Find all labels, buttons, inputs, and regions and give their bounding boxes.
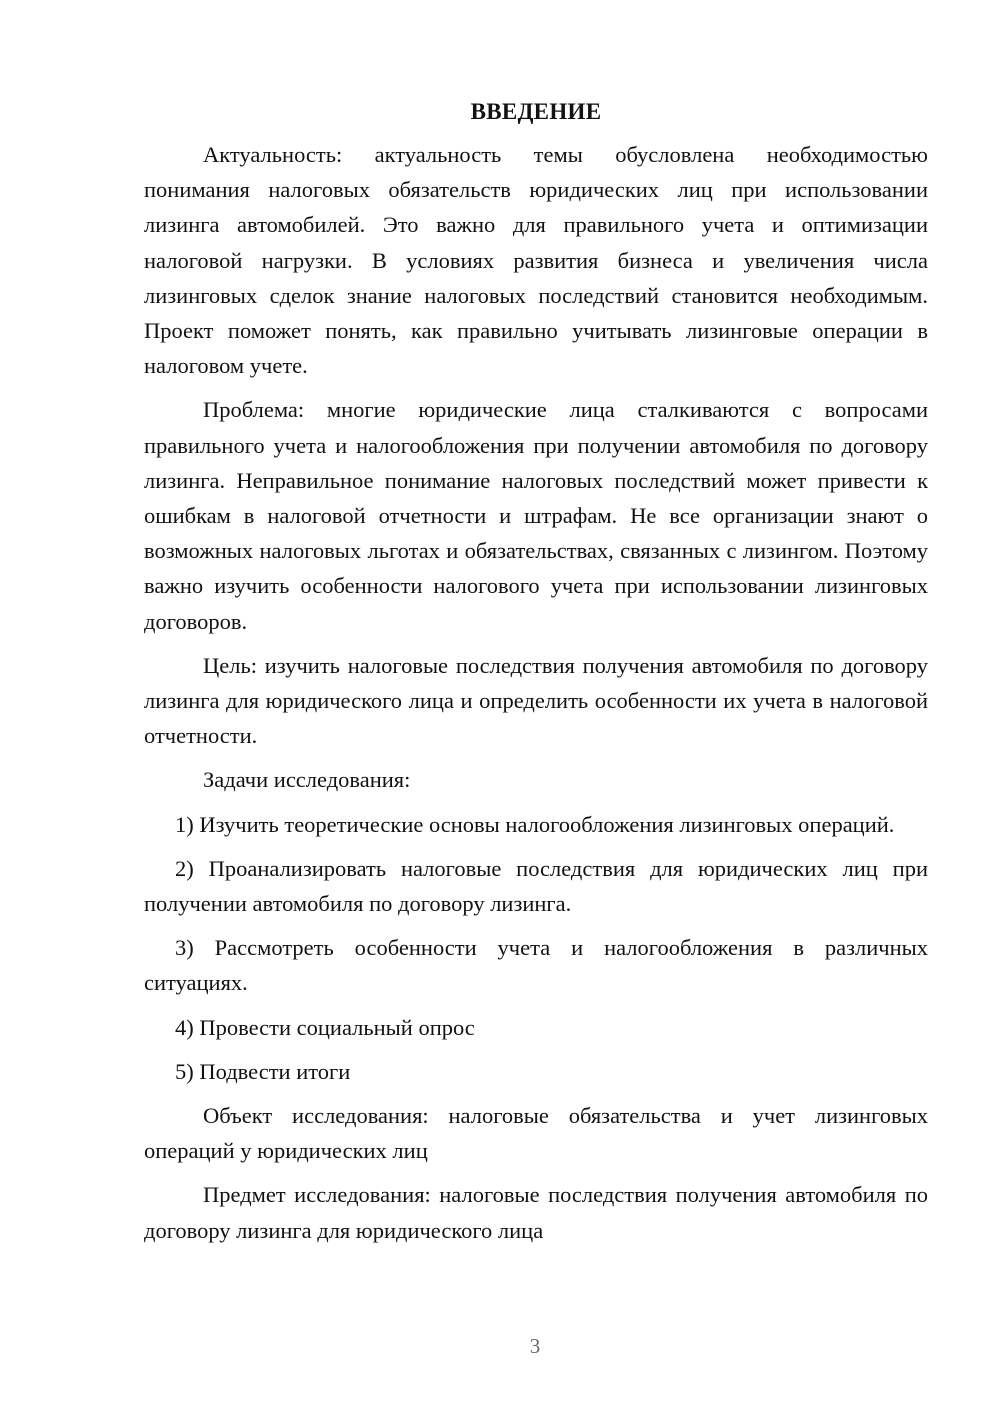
paragraph-object: Объект исследования: налоговые обязательства и учет лизинговых операций у юридических лиц	[144, 1103, 928, 1164]
paragraph-tasks-heading: Задачи исследования:	[203, 767, 411, 793]
task-item-2: 2) Проанализировать налоговые последствия для юридических лиц при получении автомобиля по договору лизинга.	[144, 855, 928, 917]
document-page	[144, 94, 928, 1257]
task-item-3: 3) Рассмотреть особенности учета и налогообложения в различных ситуациях.	[144, 935, 928, 996]
task-item-4: 4) Провести социальный опрос	[175, 1014, 475, 1040]
task-item-1: 1) Изучить теоретические основы налогообложения лизинговых операций.	[175, 811, 895, 837]
paragraph-problem: Проблема: многие юридические лица сталкиваются с вопросами правильного учета и налогообложения при получении автомобиля по договору лизинга. Неправильное понимание налоговых последствий может привести к ошибкам в налоговой отчетности и штрафам. Не все организации знают о возможных налоговых льготах и обязательствах, связанных с лизингом. Поэтому важно изучить особенности налогового учета при использовании лизинговых договоров.	[144, 397, 928, 634]
paragraph-goal: Цель: изучить налоговые последствия получения автомобиля по договору лизинга для юридического лица и определить особенности их учета в налоговой отчетности.	[144, 652, 928, 749]
task-item-5: 5) Подвести итоги	[175, 1058, 351, 1084]
page-number: 3	[529, 1334, 541, 1358]
paragraph-subject: Предмет исследования: налоговые последствия получения автомобиля по договору лизинга для юридического лица	[144, 1182, 928, 1243]
page-title: ВВЕДЕНИЕ	[470, 99, 602, 124]
paragraph-relevance: Актуальность: актуальность темы обусловлена необходимостью понимания налоговых обязательств юридических лиц при использовании лизинга автомобилей. Это важно для правильного учета и оптимизации налоговой нагрузки. В условиях развития бизнеса и увеличения числа лизинговых сделок знание налоговых последствий становится необходимым. Проект поможет понять, как правильно учитывать лизинговые операции в налоговом учете.	[144, 142, 928, 379]
